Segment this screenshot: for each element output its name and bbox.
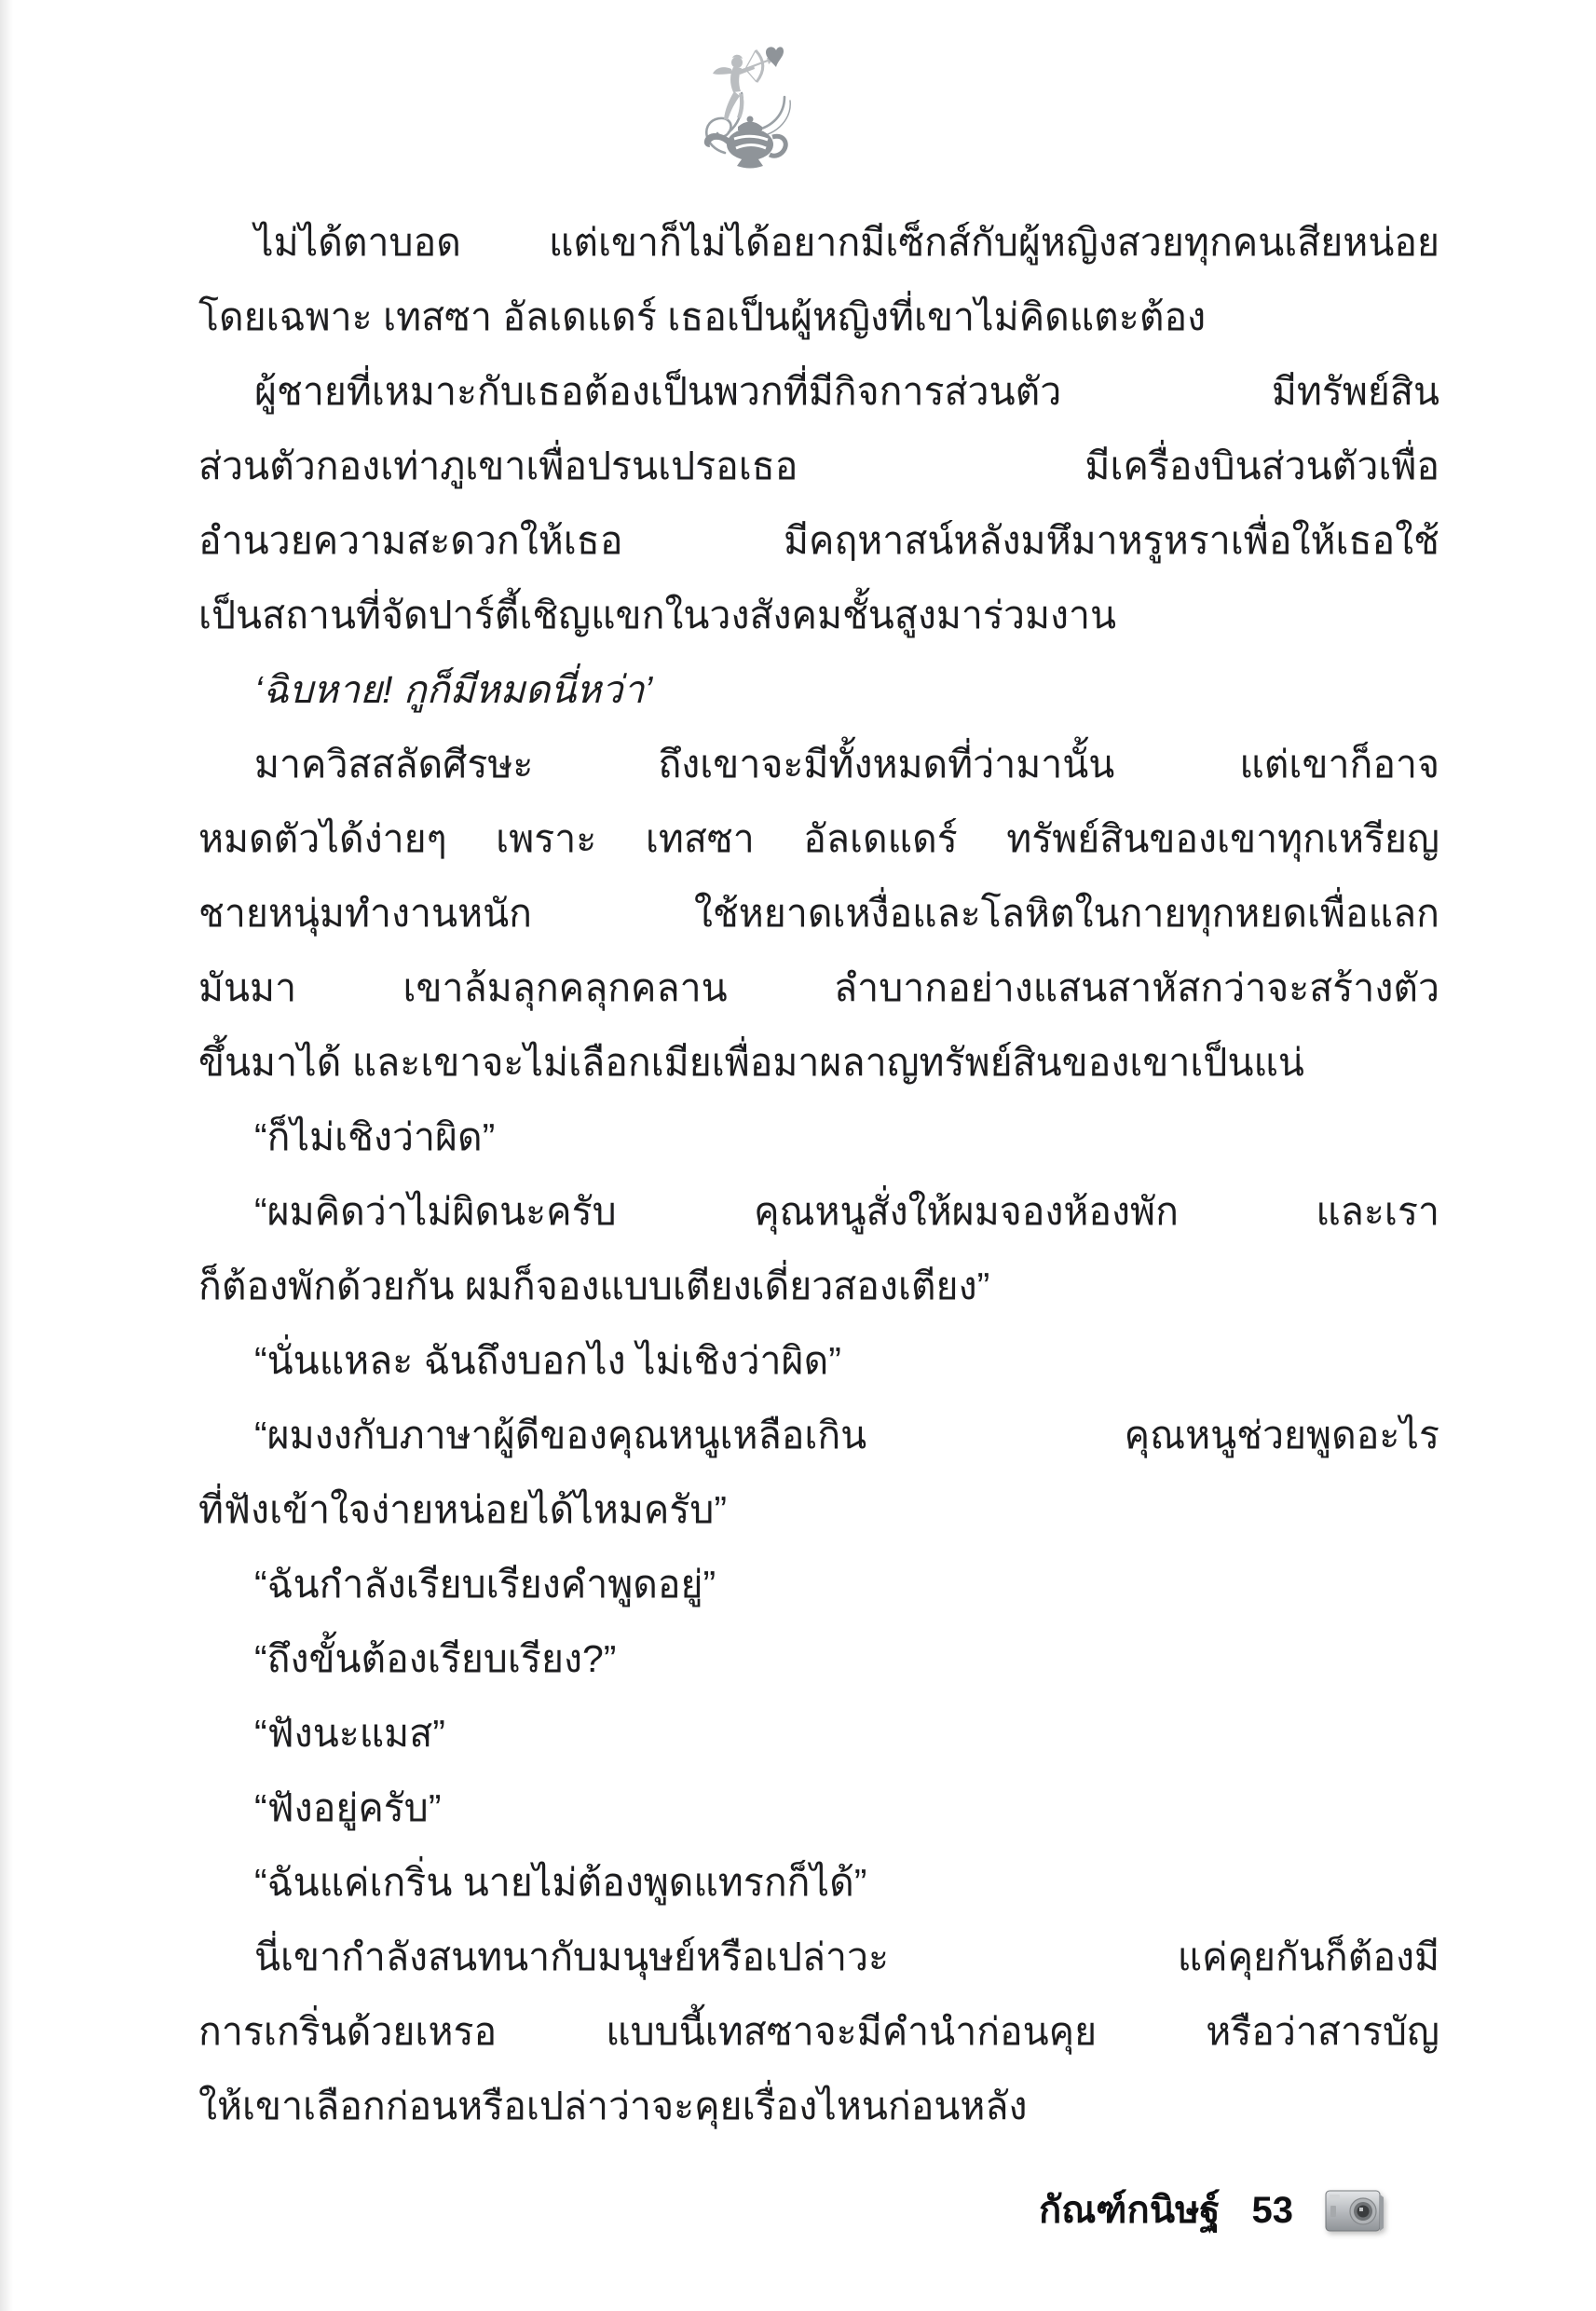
text-line: โดยเฉพาะ เทสซา อัลเดแดร์ เธอเป็นผู้หญิงที่เขาไม่คิดแตะต้อง (198, 295, 1207, 338)
text-line: ที่ฟังเข้าใจง่ายหน่อยได้ไหมครับ” (198, 1488, 727, 1531)
text-line: การเกริ่นด้วยเหรอ แบบนี้เทสซาจะมีคำนำก่อนคุย หรือว่าสารบัญ (198, 2010, 1439, 2053)
text-line: หมดตัวได้ง่ายๆ เพราะ เทสซา อัลเดแดร์ ทรัพย์สินของเขาทุกเหรียญ (198, 817, 1439, 860)
cupid-lamp-ornament (697, 43, 794, 170)
text-line: ผู้ชายที่เหมาะกับเธอต้องเป็นพวกที่มีกิจการส่วนตัว มีทรัพย์สิน (254, 370, 1439, 413)
text-line: ชายหนุ่มทำงานหนัก ใช้หยาดเหงื่อและโลหิตในกายทุกหยดเพื่อแลก (198, 892, 1439, 935)
text-line: ขึ้นมาได้ และเขาจะไม่เลือกเมียเพื่อมาผลาญทรัพย์สินของเขาเป็นแน่ (198, 1041, 1304, 1084)
text-line: เป็นสถานที่จัดปาร์ตี้เชิญแขกในวงสังคมชั้นสูงมาร่วมงาน (198, 594, 1117, 636)
text-block (198, 205, 1439, 2143)
text-line: มาควิสสลัดศีรษะ ถึงเขาจะมีทั้งหมดที่ว่ามานั้น แต่เขาก็อาจ (254, 743, 1439, 786)
text-line: “ฟังอยู่ครับ” (254, 1786, 442, 1829)
bow-arrow-icon (745, 50, 768, 82)
text-line: มันมา เขาล้มลุกคลุกคลาน ลำบากอย่างแสนสาหัสกว่าจะสร้างตัว (198, 966, 1439, 1009)
genie-lamp-icon (704, 116, 785, 169)
text-line: ‘ฉิบหาย! กูก็มีหมดนี่หว่า’ (254, 668, 653, 711)
text-line: ก็ต้องพักด้วยกัน ผมก็จองแบบเตียงเดี่ยวสองเตียง” (198, 1265, 990, 1307)
text-line: “ผมงงกับภาษาผู้ดีของคุณหนูเหลือเกิน คุณหนูช่วยพูดอะไร (254, 1414, 1439, 1456)
text-line: “ถึงขั้นต้องเรียบเรียง?” (254, 1637, 617, 1680)
page-number: 53 (1251, 2190, 1293, 2231)
text-line: “ฉันแค่เกริ่น นายไม่ต้องพูดแทรกก็ได้” (254, 1861, 867, 1904)
text-line: ไม่ได้ตาบอด แต่เขาก็ไม่ได้อยากมีเซ็กส์กับผู้หญิงสวยทุกคนเสียหน่อย (254, 221, 1439, 264)
page-footer (1039, 2184, 1386, 2236)
camera-icon (1325, 2185, 1386, 2236)
text-line: “ก็ไม่เชิงว่าผิด” (254, 1115, 496, 1158)
text-line: “ฉันกำลังเรียบเรียงคำพูดอยู่” (254, 1563, 716, 1606)
text-line: อำนวยความสะดวกให้เธอ มีคฤหาสน์หลังมหึมาหรูหราเพื่อให้เธอใช้ (198, 519, 1439, 562)
heart-icon (766, 47, 784, 67)
text-line: “นั่นแหละ ฉันถึงบอกไง ไม่เชิงว่าผิด” (254, 1339, 841, 1382)
text-line: นี่เขากำลังสนทนากับมนุษย์หรือเปล่าวะ แค่คุยกันก็ต้องมี (254, 1935, 1439, 1978)
text-line: ให้เขาเลือกก่อนหรือเปล่าว่าจะคุยเรื่องไหนก่อนหลัง (198, 2085, 1028, 2127)
text-line: “ฟังนะแมส” (254, 1712, 445, 1755)
text-line: “ผมคิดว่าไม่ผิดนะครับ คุณหนูสั่งให้ผมจองห้องพัก และเรา (254, 1190, 1439, 1233)
page-edge-shade (0, 0, 13, 2311)
book-title: กัณฑ์กนิษฐ์ (1038, 2190, 1221, 2231)
text-line: ส่วนตัวกองเท่าภูเขาเพื่อปรนเปรอเธอ มีเครื่องบินส่วนตัวเพื่อ (198, 444, 1439, 487)
